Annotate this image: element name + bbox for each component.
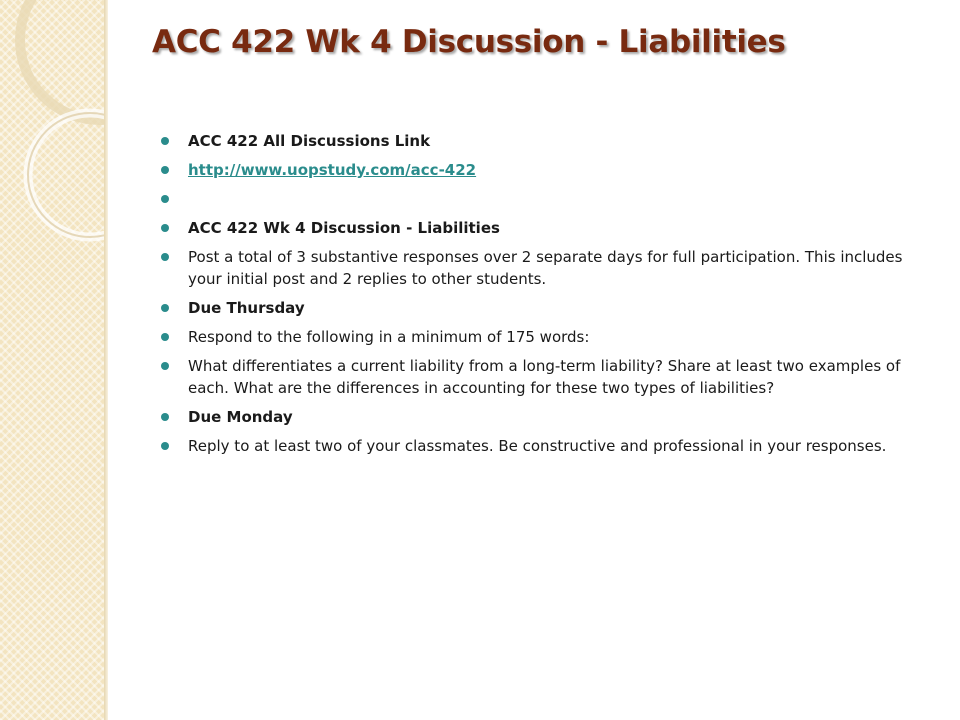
bullet-text: Reply to at least two of your classmates. Be constructive and professional in your responses. [188,437,887,455]
bullet-text: ACC 422 Wk 4 Discussion - Liabilities [188,219,500,237]
bullet-text: What differentiates a current liability from a long-term liability? Share at least two examples of each. What are the differences in accounting for these two types of liabilities? [188,357,901,397]
bullet-item [160,188,920,210]
bullet-icon [160,361,170,371]
bullet-item [160,355,920,399]
decorative-sidebar [0,0,104,720]
bullet-icon [160,136,170,146]
bullet-list [160,130,920,464]
bullet-icon [160,223,170,233]
bullet-text: Due Thursday [188,299,305,317]
bullet-text: Post a total of 3 substantive responses over 2 separate days for full participation. This includes your initial post and 2 replies to other students. [188,248,903,288]
discussion-link[interactable]: http://www.uopstudy.com/acc-422 [188,161,477,179]
bullet-item [160,297,920,319]
bullet-item [160,326,920,348]
bullet-icon [160,252,170,262]
bullet-item [160,217,920,239]
decorative-circles [0,0,104,260]
bullet-item [160,159,920,181]
bullet-icon [160,332,170,342]
bullet-item [160,246,920,290]
bullet-text: ACC 422 All Discussions Link [188,132,431,150]
bullet-icon [160,303,170,313]
bullet-icon [160,412,170,422]
bullet-icon [160,165,170,175]
bullet-text: Respond to the following in a minimum of 175 words: [188,328,590,346]
bullet-item [160,406,920,428]
sidebar-edge [104,0,108,720]
slide-title: ACC 422 Wk 4 Discussion - Liabilities [152,24,786,60]
bullet-item [160,130,920,152]
bullet-icon [160,194,170,204]
bullet-text: Due Monday [188,408,293,426]
bullet-icon [160,441,170,451]
bullet-item [160,435,920,457]
